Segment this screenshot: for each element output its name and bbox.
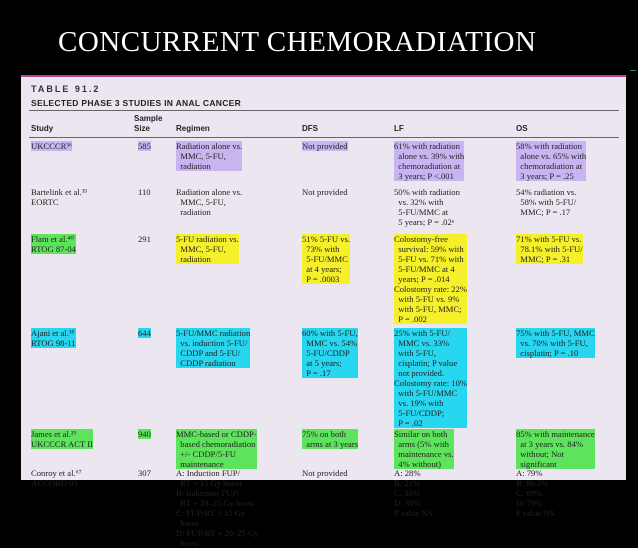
cell-dfs: Not provided	[302, 187, 348, 197]
cell-lf: 25% with 5-FU/ MMC vs. 33% with 5-FU, cisplatin; P value not provided. Colostomy rate: 10% with 5-FU/MMC vs. 19% with 5-FU/CDDP; P = .02	[394, 328, 468, 428]
cell-study: Ajani et al.³⁵ RTOG 98-11	[31, 328, 76, 348]
cell-lf: 50% with radiation vs. 32% with 5-FU/MMC at 5 years; P = .02ᵃ	[394, 187, 460, 227]
cell-os: 54% radiation vs. 58% with 5-FU/ MMC; P = .17	[516, 187, 577, 217]
cell-regimen: Radiation alone vs. MMC, 5-FU, radiation	[176, 187, 243, 217]
cell-size: 940	[138, 429, 151, 439]
cell-study: Conroy et al.⁶⁷ ACCORD 03	[31, 468, 82, 488]
table-number: TABLE 91.2	[31, 84, 101, 94]
table-caption: SELECTED PHASE 3 STUDIES IN ANAL CANCER	[31, 98, 242, 108]
header-lf: LF	[394, 124, 404, 133]
cell-size: 291	[138, 234, 151, 244]
cell-regimen: Radiation alone vs. MMC, 5-FU, radiation	[176, 141, 243, 171]
cell-os: 58% with radiation alone vs. 65% with chemoradiation at 3 years; P = .25	[516, 141, 587, 181]
slide-title: CONCURRENT CHEMORADIATION	[58, 26, 537, 58]
header-regimen: Regimen	[176, 124, 210, 133]
table-rule-header	[29, 137, 619, 138]
table-image	[21, 75, 626, 548]
cell-dfs: Not provided	[302, 468, 348, 478]
decorative-tick	[630, 70, 636, 71]
cell-regimen: 5-FU radiation vs. MMC, 5-FU, radiation	[176, 234, 239, 264]
cell-size: 585	[138, 141, 151, 151]
cell-size: 644	[138, 328, 151, 338]
cell-os: 71% with 5-FU vs. 78.1% with 5-FU/ MMC; P = .31	[516, 234, 583, 264]
header-sample-size: Sample Size	[134, 114, 163, 133]
cell-regimen: MMC-based or CDDP- based chemoradiation +/- CDDP/5-FU maintenance	[176, 429, 257, 469]
cell-study: James et al.²⁹ UKCCCR ACT II	[31, 429, 93, 449]
cell-dfs: 51% 5-FU vs. 73% with 5-FU/MMC at 4 years; P = .0003	[302, 234, 350, 284]
header-os: OS	[516, 124, 528, 133]
cell-lf: 61% with radiation alone vs. 39% with chemoradiation at 3 years; P <.001	[394, 141, 465, 181]
cell-lf: Colostomy-free survival: 59% with 5-FU vs. 71% with 5-FU/MMC at 4 years; P = .014 Colostomy rate: 22% with 5-FU vs. 9% with 5-FU, MMC; P = .002	[394, 234, 468, 324]
cell-lf: Similar on both arms (5% with maintenance vs. 4% without)	[394, 429, 454, 469]
cell-study: Flam et al.⁴⁰ RTOG 87-04	[31, 234, 76, 254]
cell-size: 110	[138, 187, 151, 197]
cell-os: 75% with 5-FU, MMC vs. 70% with 5-FU, cisplatin; P = .10	[516, 328, 595, 358]
cell-size: 307	[138, 468, 151, 478]
cell-study: UKCCCR³⁶	[31, 141, 72, 151]
cell-os: A: 79% B: 88.5% C: 89% D: 79% P value NS	[516, 468, 555, 518]
table-rule-top	[29, 110, 619, 111]
cell-regimen: A: Induction FUP/ RT + 15 Gy boost B: Induction FUP/ RT + 20–25 Gy boost C: FUP/RT + 15 Gy boost D: FUP/RT + 20–25 Gy boost	[176, 468, 259, 548]
cell-os: 85% with maintenance at 3 years vs. 84% without; Not significant	[516, 429, 595, 469]
cell-dfs: 60% with 5-FU, MMC vs. 54% 5-FU/CDDP at 5 years; P = .17	[302, 328, 358, 378]
cell-dfs: 75% on both arms at 3 years	[302, 429, 359, 449]
header-study: Study	[31, 124, 54, 133]
header-dfs: DFS	[302, 124, 318, 133]
cell-dfs: Not provided	[302, 141, 348, 151]
cell-lf: A: 28% B: 21% C: 30% D: 30% P value NS	[394, 468, 433, 518]
cell-regimen: 5-FU/MMC radiation vs. induction 5-FU/ CDDP and 5-FU/ CDDP radiation	[176, 328, 251, 368]
cell-study: Bartelink et al.³³ EORTC	[31, 187, 87, 207]
